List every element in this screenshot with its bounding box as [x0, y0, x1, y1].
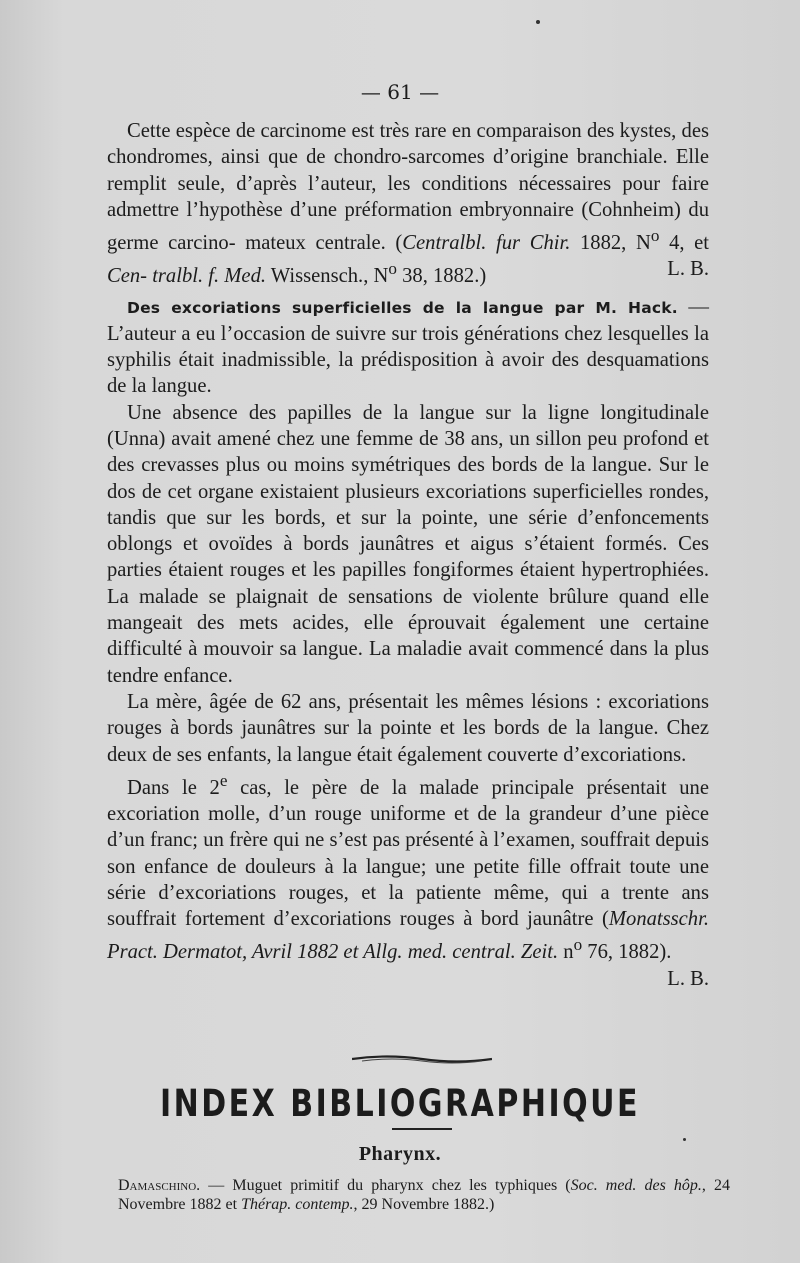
citation-centralbl-med-cont: tralbl. f. Med. [152, 265, 267, 288]
hack-intro: — L’auteur a eu l’occasion de suivre sur trois générations chez lesquelles la syphilis était inadmissible, la prédisposition à avoir des desquamations de la langue. [107, 295, 709, 398]
second-case-text: cas, le père de la malade principale présentait une excoriation molle, d’un rouge uniforme et de la grandeur d’une pièce d’un franc; un frère qui ne s’est pas présenté à l’examen, souffrait depuis son enfance de douleurs à la langue; une petite fille offrait toute une série d’excoriations rouges, et la patiente même, qui a trente ans souffrait fortement d’excoriations rouges à bord jaunâtre ( [107, 776, 709, 931]
numero-sup: o [650, 226, 660, 246]
citation-centralbl-chir: Centralbl. fur Chir. [402, 232, 571, 255]
ordinal-sup: e [219, 770, 228, 790]
absence-paragraph: Une absence des papilles de la langue sur la ligne longitudinale (Unna) avait amené chez une femme de 38 ans, un sillon peu profond et des crevasses plus ou moins symétriques des bords de la langue. Sur le dos de cet organe existaient plusieurs excoriations superficielles rondes, tandis que sur les bords, et sur la pointe, une série d’enfoncements oblongs et ovoïdes à bords jaunâtres et aigus s’étaient formés. Ces parties étaient rouges et les papilles fongiformes étaient hypertrophiées. La malade se plaignait de sensations de violente brûlure quand elle mangeait des mets acides, elle éprouvait également une certaine difficulté à mouvoir sa langue. La maladie avait commencé dans la plus tendre enfance. [107, 401, 709, 687]
second-case-text: Dans le 2 [127, 776, 220, 799]
reference-journal: Thérap. contemp. [241, 1196, 354, 1213]
carcinome-paragraph [107, 118, 709, 290]
second-case-text: 76, 1882). [582, 941, 672, 964]
carcinome-line: 4, et [659, 232, 710, 255]
body-text [107, 118, 709, 992]
author-signature: L. B. [667, 967, 709, 990]
citation-monatsschr: Monatsschr. Pract. Dermatot, Avril 1882 et Allg. med. central. Zeit. [107, 908, 709, 964]
numero-sup: o [573, 935, 583, 955]
reference-text: , 29 Novembre 1882.) [353, 1196, 495, 1213]
numero-sup: o [388, 259, 397, 279]
carcinome-line: Cette espèce de carcinome est très rare en comparaison [127, 120, 582, 142]
index-title: INDEX BIBLIOGRAPHIQUE [160, 1082, 640, 1126]
carcinome-line: mateux centrale. ( [245, 232, 403, 255]
carcinome-line: Wissensch., N [266, 265, 389, 288]
carcinome-line: d’origine branchiale. Elle remplit seule, d’après l’auteur, les [107, 146, 709, 195]
ornamental-rule [352, 1052, 492, 1066]
reference-text: — Muguet primitif du pharynx chez les typhiques ( [200, 1177, 571, 1194]
carcinome-line: des kystes, des chondromes, ainsi que de chondro-sarcomes [107, 120, 709, 169]
page-number: — 61 — [360, 80, 440, 104]
reference-journal: Soc. med. des hôp. [570, 1177, 702, 1194]
article-heading: Des excoriations superficielles de la langue par M. Hack. [127, 298, 678, 317]
section-title: Pharynx. [358, 1143, 442, 1165]
citation-centralbl-med: Cen- [107, 265, 148, 288]
reference-text: , 24 Novembre 1882 et [118, 1177, 730, 1213]
second-case-text: n [558, 941, 574, 964]
carcinome-line: 38, 1882.) [396, 265, 487, 288]
reference-author: Damaschino. [118, 1177, 201, 1194]
mere-paragraph: La mère, âgée de 62 ans, présentait les mêmes lésions : excoriations rouges à bords jaunâtres sur la pointe et les bords de la langue. Chez deux de ses enfants, la langue était également couverte d’excoriations. [107, 690, 709, 766]
title-rule [392, 1128, 452, 1130]
print-speck [683, 1138, 686, 1141]
bibliography-entry [118, 1176, 730, 1214]
author-signature: L. B. [667, 258, 709, 281]
second-case-paragraph [107, 768, 709, 990]
carcinome-line: conditions nécessaires pour faire admettre l’hypothèse d’une [107, 172, 709, 221]
carcinome-line: préformation embryonnaire (Cohnheim) du germe carcino- [107, 198, 709, 255]
hack-paragraph [107, 294, 709, 400]
print-speck [536, 20, 540, 24]
carcinome-line: 1882, N [570, 232, 651, 255]
